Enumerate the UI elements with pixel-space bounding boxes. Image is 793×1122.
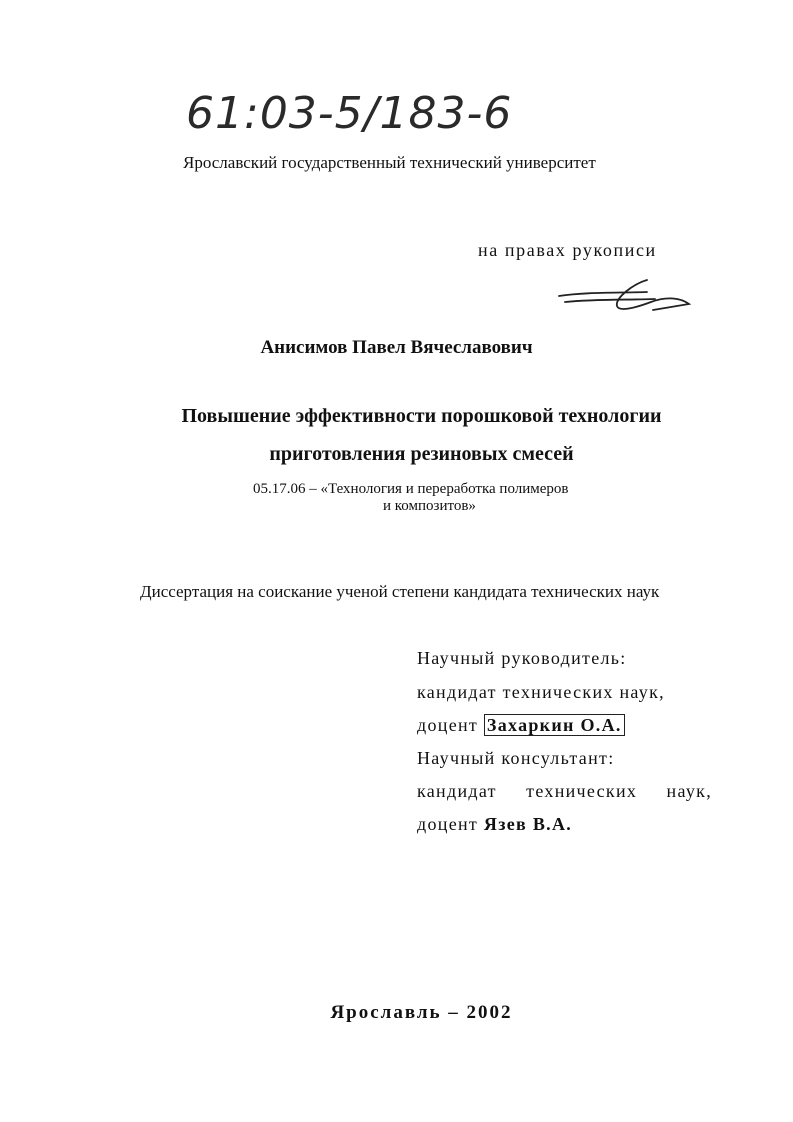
supervisor-heading: Научный руководитель: xyxy=(417,648,627,668)
manuscript-note: на правах рукописи xyxy=(478,240,657,260)
supervisor-line xyxy=(417,715,625,736)
archive-number-handwritten: 61:03-5/183-6 xyxy=(186,88,513,139)
supervisor-position: доцент xyxy=(417,715,479,735)
specialty-line-1: 05.17.06 – «Технология и переработка полимеров xyxy=(253,481,569,497)
supervisor-rank: кандидат технических наук, xyxy=(417,682,665,702)
consultant-position: доцент xyxy=(417,814,479,834)
consultant-rank-word-3: наук, xyxy=(666,781,712,801)
consultant-line xyxy=(417,814,572,835)
signature-icon xyxy=(555,276,700,318)
consultant-rank xyxy=(417,781,712,802)
author-name: Анисимов Павел Вячеславович xyxy=(260,337,533,358)
dissertation-title-line-1: Повышение эффективности порошковой технологии xyxy=(181,405,662,427)
city-and-year: Ярославль – 2002 xyxy=(330,1002,513,1023)
supervisor-name: Захаркин О.А. xyxy=(484,714,625,736)
consultant-heading: Научный консультант: xyxy=(417,748,615,768)
dissertation-title-line-2: приготовления резиновых смесей xyxy=(269,443,574,465)
consultant-rank-word-1: кандидат xyxy=(417,781,497,801)
degree-statement: Диссертация на соискание ученой степени кандидата технических наук xyxy=(140,582,660,601)
consultant-rank-word-2: технических xyxy=(526,781,638,801)
university-name: Ярославский государственный технический университет xyxy=(183,153,596,172)
specialty-line-2: и композитов» xyxy=(383,498,476,514)
consultant-name: Язев В.А. xyxy=(483,814,573,834)
